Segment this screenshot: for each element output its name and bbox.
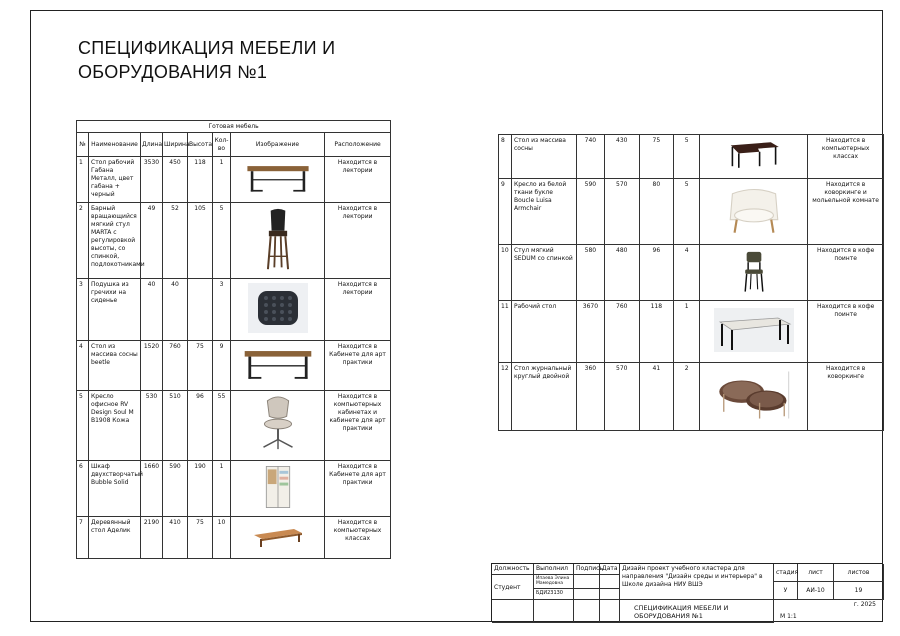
row-qty: 10 [213, 517, 231, 559]
stamp-sheets: 19 [834, 582, 884, 600]
row-width: 760 [604, 301, 639, 363]
row-length: 3530 [141, 157, 163, 203]
table-icon [233, 161, 322, 198]
row-length: 530 [141, 391, 163, 461]
row-height: 105 [188, 203, 213, 279]
row-width: 450 [163, 157, 188, 203]
stamp-empty-1 [492, 600, 534, 623]
row-length: 1520 [141, 341, 163, 391]
bench-icon [233, 521, 322, 554]
stamp-empty-2 [534, 600, 574, 623]
armchair-icon [702, 183, 805, 240]
row-image [231, 391, 325, 461]
row-width: 52 [163, 203, 188, 279]
row-image [700, 135, 808, 179]
table-row [499, 245, 884, 301]
table-icon [233, 345, 322, 386]
row-length: 1660 [141, 461, 163, 517]
stamp-sign-cell-2 [574, 589, 600, 600]
stamp-project: Дизайн проект учебного кластера для направления "Дизайн среды и интерьера" в Школе дизайна НИУ ВШЭ [620, 564, 774, 600]
row-name: Деревянный стол Аделик [89, 517, 141, 559]
row-height: 41 [639, 363, 674, 431]
row-name: Подушка из гречихи на сиденье [89, 279, 141, 341]
row-image [231, 279, 325, 341]
table-row [499, 179, 884, 245]
row-length: 3670 [576, 301, 604, 363]
row-num: 12 [499, 363, 512, 431]
table-row [77, 203, 391, 279]
row-num: 11 [499, 301, 512, 363]
header-qty: Кол-во [213, 133, 231, 157]
row-qty: 5 [674, 135, 700, 179]
row-length: 40 [141, 279, 163, 341]
spec-table-left [76, 120, 391, 559]
header-name: Наименование [89, 133, 141, 157]
row-width: 40 [163, 279, 188, 341]
stamp-sign-cell [574, 575, 600, 589]
row-height: 75 [188, 341, 213, 391]
stamp-sign-header: Подпись [574, 564, 600, 575]
row-name: Кресло из белой ткани букле Boucle Luisa Armchair [511, 179, 576, 245]
row-num: 7 [77, 517, 89, 559]
row-num: 3 [77, 279, 89, 341]
stamp-role: Студент [492, 575, 534, 600]
row-width: 590 [163, 461, 188, 517]
stamp-author: Ипаева Элина Мамедовна [534, 575, 574, 589]
row-qty: 1 [674, 301, 700, 363]
row-height: 96 [188, 391, 213, 461]
header-image: Изображение [231, 133, 325, 157]
row-name: Рабочий стол [511, 301, 576, 363]
header-width: Ширина [163, 133, 188, 157]
table-row [77, 517, 391, 559]
stamp-role-header: Должность [492, 564, 534, 575]
row-width: 510 [163, 391, 188, 461]
row-image [700, 363, 808, 431]
row-height: 80 [639, 179, 674, 245]
table-row [499, 135, 884, 179]
row-qty: 5 [213, 203, 231, 279]
table-row [499, 301, 884, 363]
row-length: 740 [576, 135, 604, 179]
stamp-year: г. 2025 [853, 601, 876, 608]
row-name: Шкаф двухстворчатый Bubble Solid [89, 461, 141, 517]
row-location: Находится в лектории [325, 157, 391, 203]
stamp-date-cell [600, 575, 620, 589]
coffee-tables-icon [702, 367, 805, 426]
header-num: № [77, 133, 89, 157]
row-name: Стол из массива сосны [511, 135, 576, 179]
row-width: 570 [604, 363, 639, 431]
table-group-title: Готовая мебель [77, 121, 391, 133]
row-name: Стол журнальный круглый двойной [511, 363, 576, 431]
row-qty: 2 [674, 363, 700, 431]
table-row [499, 363, 884, 431]
row-image [231, 341, 325, 391]
row-name: Стул мягкий SEDUM со спинкой [511, 245, 576, 301]
row-height: 75 [188, 517, 213, 559]
row-num: 8 [499, 135, 512, 179]
stamp-done-header: Выполнил [534, 564, 574, 575]
row-location: Находится в лектории [325, 203, 391, 279]
stamp-code: БДИ23130 [534, 589, 574, 600]
row-location: Находится в коворкинге [808, 363, 884, 431]
row-length: 360 [576, 363, 604, 431]
row-num: 9 [499, 179, 512, 245]
row-height: 118 [639, 301, 674, 363]
row-image [231, 157, 325, 203]
row-length: 580 [576, 245, 604, 301]
wardrobe-icon [233, 465, 322, 512]
stamp-scale: М 1:1 [780, 613, 797, 620]
stamp-empty-4 [600, 600, 620, 623]
row-width: 430 [604, 135, 639, 179]
table-row [77, 391, 391, 461]
row-location: Находится в лектории [325, 279, 391, 341]
row-location: Находится в компьютерных классах [808, 135, 884, 179]
spec-table-right [498, 134, 884, 431]
row-num: 6 [77, 461, 89, 517]
row-height: 96 [639, 245, 674, 301]
row-width: 410 [163, 517, 188, 559]
table-row [77, 279, 391, 341]
stamp-date-cell-2 [600, 589, 620, 600]
row-num: 2 [77, 203, 89, 279]
row-image [231, 517, 325, 559]
page-title-line-2: ОБОРУДОВАНИЯ №1 [78, 62, 268, 82]
row-location: Находится в Кабинете для арт практики [325, 461, 391, 517]
header-length: Длина [141, 133, 163, 157]
row-name: Кресло офисное RV Design Soul M B1908 Кожа [89, 391, 141, 461]
table-row [77, 461, 391, 517]
row-image [700, 301, 808, 363]
work-table-icon [702, 305, 805, 358]
row-location: Находится в коворкинге и мольельной комнате [808, 179, 884, 245]
row-height: 118 [188, 157, 213, 203]
row-qty: 4 [674, 245, 700, 301]
corner-desk-icon [702, 139, 805, 174]
row-qty: 9 [213, 341, 231, 391]
stamp-sheets-header: листов [834, 564, 884, 582]
row-num: 10 [499, 245, 512, 301]
stamp-stage-header: стадия [774, 564, 798, 582]
row-name: Барный вращающийся мягкий стул MARTA с регулировкой высоты, со спинкой, подлокотниками [89, 203, 141, 279]
row-qty: 3 [213, 279, 231, 341]
row-qty: 1 [213, 157, 231, 203]
row-qty: 5 [674, 179, 700, 245]
row-qty: 1 [213, 461, 231, 517]
table-row [77, 341, 391, 391]
stamp-date-header: Дата [600, 564, 620, 575]
title-block [491, 563, 883, 622]
stamp-empty-3 [574, 600, 600, 623]
header-location: Расположение [325, 133, 391, 157]
office-chair-icon [233, 395, 322, 456]
chair-icon [702, 249, 805, 296]
row-location: Находится в кофе поинте [808, 245, 884, 301]
row-width: 760 [163, 341, 188, 391]
stamp-sheet-header: лист [798, 564, 834, 582]
table-row [77, 157, 391, 203]
row-num: 1 [77, 157, 89, 203]
cushion-icon [233, 283, 322, 336]
row-height: 75 [639, 135, 674, 179]
row-name: Стол рабочий Габана Металл, цвет габана + черный [89, 157, 141, 203]
row-qty: 55 [213, 391, 231, 461]
row-num: 5 [77, 391, 89, 461]
row-image [231, 461, 325, 517]
page-title-line-1: СПЕЦИФИКАЦИЯ МЕБЕЛИ И [78, 38, 336, 58]
header-height: Высота [188, 133, 213, 157]
row-num: 4 [77, 341, 89, 391]
row-location: Находится в кофе поинте [808, 301, 884, 363]
stamp-sheet-title: СПЕЦИФИКАЦИЯ МЕБЕЛИ И ОБОРУДОВАНИЯ №1 [620, 600, 774, 623]
stamp-stage: У [774, 582, 798, 600]
page-title [78, 36, 335, 84]
row-width: 570 [604, 179, 639, 245]
bar-stool-icon [233, 207, 322, 274]
row-location: Находится в Кабинете для арт практики [325, 341, 391, 391]
stamp-sheet: АИ-10 [798, 582, 834, 600]
row-name: Стол из массива сосны beetle [89, 341, 141, 391]
row-width: 480 [604, 245, 639, 301]
row-length: 2190 [141, 517, 163, 559]
row-length: 49 [141, 203, 163, 279]
row-image [231, 203, 325, 279]
row-height: 190 [188, 461, 213, 517]
row-location: Находится в компьютерных кабинетах и кабинете для арт практики [325, 391, 391, 461]
row-image [700, 245, 808, 301]
row-location: Находится в компьютерных классах [325, 517, 391, 559]
row-height [188, 279, 213, 341]
row-image [700, 179, 808, 245]
row-length: 590 [576, 179, 604, 245]
